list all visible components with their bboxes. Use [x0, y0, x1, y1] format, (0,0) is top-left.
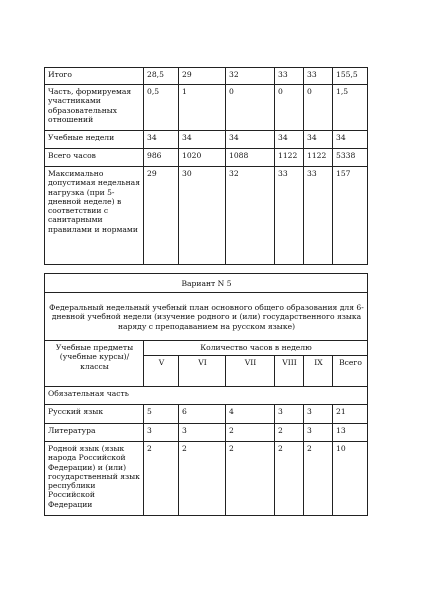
cell-vii: 2: [226, 442, 275, 516]
cell-viii: 3: [275, 405, 304, 424]
cell-vi: 1020: [179, 149, 226, 167]
variant-title-row: [45, 274, 368, 293]
cell-viii: 33: [275, 68, 304, 85]
cell-total: 34: [333, 131, 368, 149]
cell-vii: 1088: [226, 149, 275, 167]
cell-vi: 30: [179, 167, 226, 265]
cell-total: 10: [333, 442, 368, 516]
cell-v: 34: [144, 131, 179, 149]
grade-vii: VII: [226, 356, 275, 387]
cell-vi: 1: [179, 85, 226, 131]
row-label: Русский язык: [45, 405, 144, 424]
cell-vi: 2: [179, 442, 226, 516]
cell-v: 3: [144, 424, 179, 442]
table-row: [45, 149, 368, 167]
cell-v: 29: [144, 167, 179, 265]
table-row: [45, 405, 368, 424]
curriculum-plan-table: [44, 273, 368, 516]
cell-vii: 32: [226, 167, 275, 265]
cell-viii: 33: [275, 167, 304, 265]
cell-total: 5338: [333, 149, 368, 167]
table-row: [45, 424, 368, 442]
cell-ix: 2: [304, 442, 333, 516]
row-label: Учебные недели: [45, 131, 144, 149]
cell-vi: 3: [179, 424, 226, 442]
cell-viii: 0: [275, 85, 304, 131]
row-label: Часть, формируемая участниками образовательных отношений: [45, 85, 144, 131]
section-row: [45, 387, 368, 405]
grade-total: Всего: [333, 356, 368, 387]
cell-viii: 2: [275, 442, 304, 516]
row-label: Максимально допустимая недельная нагрузка (при 5-дневной неделе) в соответствии с санитарными правилами и нормами: [45, 167, 144, 265]
variant-title: Вариант N 5: [45, 274, 368, 293]
cell-v: 28,5: [144, 68, 179, 85]
cell-vii: 32: [226, 68, 275, 85]
cell-total: 13: [333, 424, 368, 442]
cell-v: 5: [144, 405, 179, 424]
table-row: [45, 167, 368, 265]
cell-total: 157: [333, 167, 368, 265]
plan-title-row: [45, 293, 368, 341]
cell-v: 986: [144, 149, 179, 167]
table-row: [45, 131, 368, 149]
cell-viii: 34: [275, 131, 304, 149]
cell-vii: 34: [226, 131, 275, 149]
grade-viii: VIII: [275, 356, 304, 387]
cell-ix: 3: [304, 424, 333, 442]
cell-vi: 34: [179, 131, 226, 149]
header-row: [45, 341, 368, 356]
grade-vi: VI: [179, 356, 226, 387]
cell-ix: 3: [304, 405, 333, 424]
section-mandatory: Обязательная часть: [45, 387, 368, 405]
table-row: [45, 442, 368, 516]
plan-title: Федеральный недельный учебный план основного общего образования для 6-дневной учебной недели (изучение родного и (или) государственного языка наряду с преподаванием на русском языке): [45, 293, 368, 341]
grade-v: V: [144, 356, 179, 387]
subjects-header: Учебные предметы (учебные курсы)/классы: [45, 341, 144, 387]
cell-v: 0,5: [144, 85, 179, 131]
cell-total: 1,5: [333, 85, 368, 131]
cell-ix: 33: [304, 68, 333, 85]
cell-ix: 0: [304, 85, 333, 131]
cell-vii: 4: [226, 405, 275, 424]
row-label: Литература: [45, 424, 144, 442]
cell-ix: 1122: [304, 149, 333, 167]
row-label: Родной язык (язык народа Российской Федерации) и (или) государственный язык республики Российской Федерации: [45, 442, 144, 516]
row-label: Всего часов: [45, 149, 144, 167]
cell-v: 2: [144, 442, 179, 516]
cell-total: 21: [333, 405, 368, 424]
cell-vi: 29: [179, 68, 226, 85]
cell-ix: 33: [304, 167, 333, 265]
cell-ix: 34: [304, 131, 333, 149]
cell-vi: 6: [179, 405, 226, 424]
grade-ix: IX: [304, 356, 333, 387]
cell-total: 155,5: [333, 68, 368, 85]
cell-viii: 1122: [275, 149, 304, 167]
row-label: Итого: [45, 68, 144, 85]
hours-header: Количество часов в неделю: [144, 341, 368, 356]
table-row: [45, 68, 368, 85]
table-row: [45, 85, 368, 131]
cell-viii: 2: [275, 424, 304, 442]
cell-vii: 2: [226, 424, 275, 442]
curriculum-totals-table: [44, 67, 368, 265]
cell-vii: 0: [226, 85, 275, 131]
